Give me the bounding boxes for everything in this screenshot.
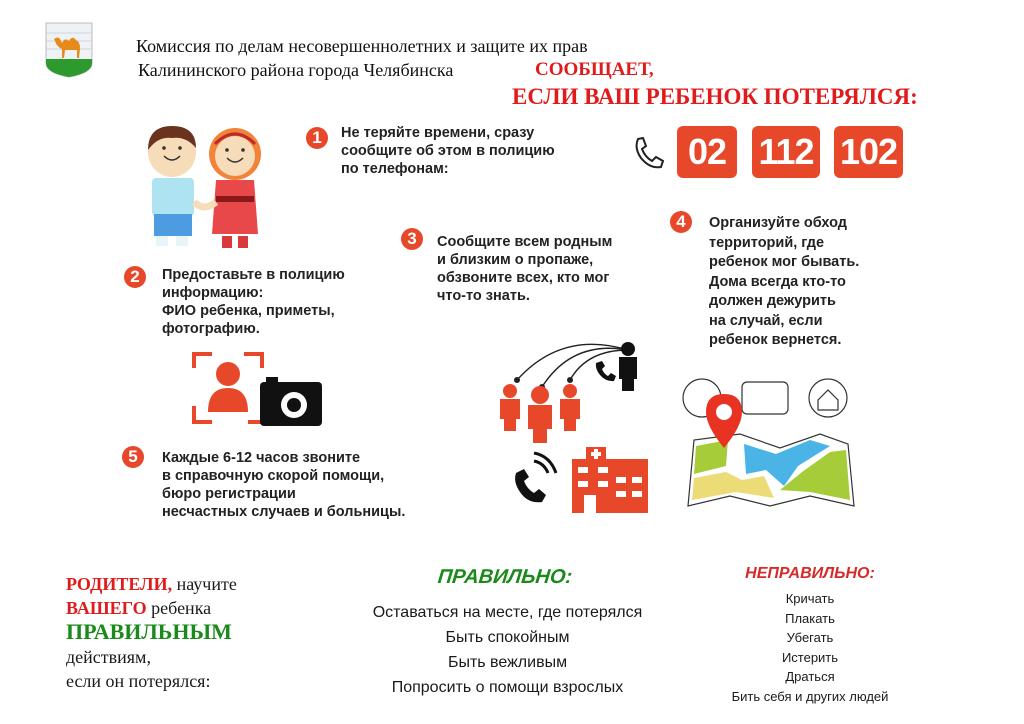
step-3-line: и близким о пропаже, [437, 252, 594, 268]
step-5-line: бюро регистрации [162, 486, 296, 502]
parents-text: действиям, [66, 647, 151, 667]
phone-icon [632, 136, 664, 170]
correct-list [340, 600, 675, 700]
step-4-line: ребенок мог бывать. [709, 254, 860, 270]
step-2-text [162, 266, 345, 338]
correct-item: Попросить о помощи взрослых [391, 679, 624, 696]
step-5-text [162, 449, 405, 521]
chelyabinsk-emblem-icon [44, 21, 94, 79]
correct-item: Оставаться на месте, где потерялся [372, 604, 643, 621]
incorrect-item: Драться [785, 669, 835, 684]
step-1-badge: 1 [306, 127, 328, 149]
header-line-1: Комиссия по делам несовершеннолетних и защите их прав [136, 36, 588, 56]
correct-item: Быть вежливым [447, 654, 568, 671]
step-1-line: по телефонам: [341, 161, 449, 177]
step-3-line: обзвоните всех, кто мог [437, 270, 610, 286]
step-2-line: фотографию. [162, 321, 260, 337]
incorrect-title: НЕПРАВИЛЬНО: [745, 565, 875, 582]
incorrect-list [710, 589, 910, 706]
step-5-line: Каждые 6-12 часов звоните [162, 450, 361, 466]
step-4-line: на случай, если [709, 312, 823, 329]
phone-number-102: 102 [834, 126, 903, 178]
step-5-line: в справочную скорой помощи, [162, 468, 385, 484]
step-5-line: несчастных случаев и больницы. [162, 504, 406, 520]
step-4-badge: 4 [670, 211, 692, 233]
people-calling-icon [492, 335, 642, 445]
parents-text: ребенка [146, 598, 212, 618]
step-2-line: информацию: [162, 285, 264, 301]
parents-text: научите [172, 574, 237, 594]
hospital-phone-icon [512, 445, 652, 515]
step-4-line: Дома всегда кто-то [709, 273, 846, 290]
header-line-2: Калининского района города Челябинска [138, 60, 454, 80]
step-3-line: что-то знать. [437, 288, 530, 304]
step-1-line: сообщите об этом в полицию [341, 143, 555, 159]
parents-word-correct: ПРАВИЛЬНЫМ [66, 619, 232, 644]
step-3-badge: 3 [401, 228, 423, 250]
step-3-text [437, 233, 612, 305]
phone-number-112: 112 [752, 126, 820, 178]
parents-word: РОДИТЕЛИ, [66, 574, 173, 594]
step-4-line: должен дежурить [709, 293, 836, 309]
incorrect-item: Кричать [785, 591, 835, 606]
header-announce: СООБЩАЕТ, [535, 59, 654, 80]
incorrect-item: Истерить [781, 649, 839, 665]
phone-number-02: 02 [677, 126, 737, 178]
step-4-line: Организуйте обход [709, 215, 847, 231]
parents-word: ВАШЕГО [66, 598, 147, 618]
correct-item: Быть спокойным [445, 629, 570, 646]
step-5-badge: 5 [122, 446, 144, 468]
parents-text: если он потерялся: [66, 671, 211, 691]
incorrect-item: Плакать [785, 610, 835, 626]
children-illustration-icon [130, 122, 280, 252]
step-4-text [709, 214, 859, 351]
incorrect-item: Бить себя и других людей [731, 688, 889, 704]
photo-camera-icon [190, 350, 325, 430]
step-4-line: территорий, где [709, 234, 825, 251]
step-1-line: Не теряйте времени, сразу [341, 125, 535, 141]
headline: ЕСЛИ ВАШ РЕБЕНОК ПОТЕРЯЛСЯ: [512, 84, 918, 109]
step-2-line: ФИО ребенка, приметы, [162, 303, 335, 319]
step-1-text [341, 124, 555, 178]
step-2-line: Предоставьте в полицию [162, 267, 345, 283]
step-4-line: ребенок вернется. [709, 332, 842, 348]
step-2-badge: 2 [124, 266, 146, 288]
step-3-line: Сообщите всем родным [437, 234, 613, 250]
map-pin-icon [680, 378, 860, 513]
parents-advice [66, 572, 237, 693]
correct-title: ПРАВИЛЬНО: [436, 566, 574, 588]
incorrect-item: Убегать [786, 630, 834, 645]
